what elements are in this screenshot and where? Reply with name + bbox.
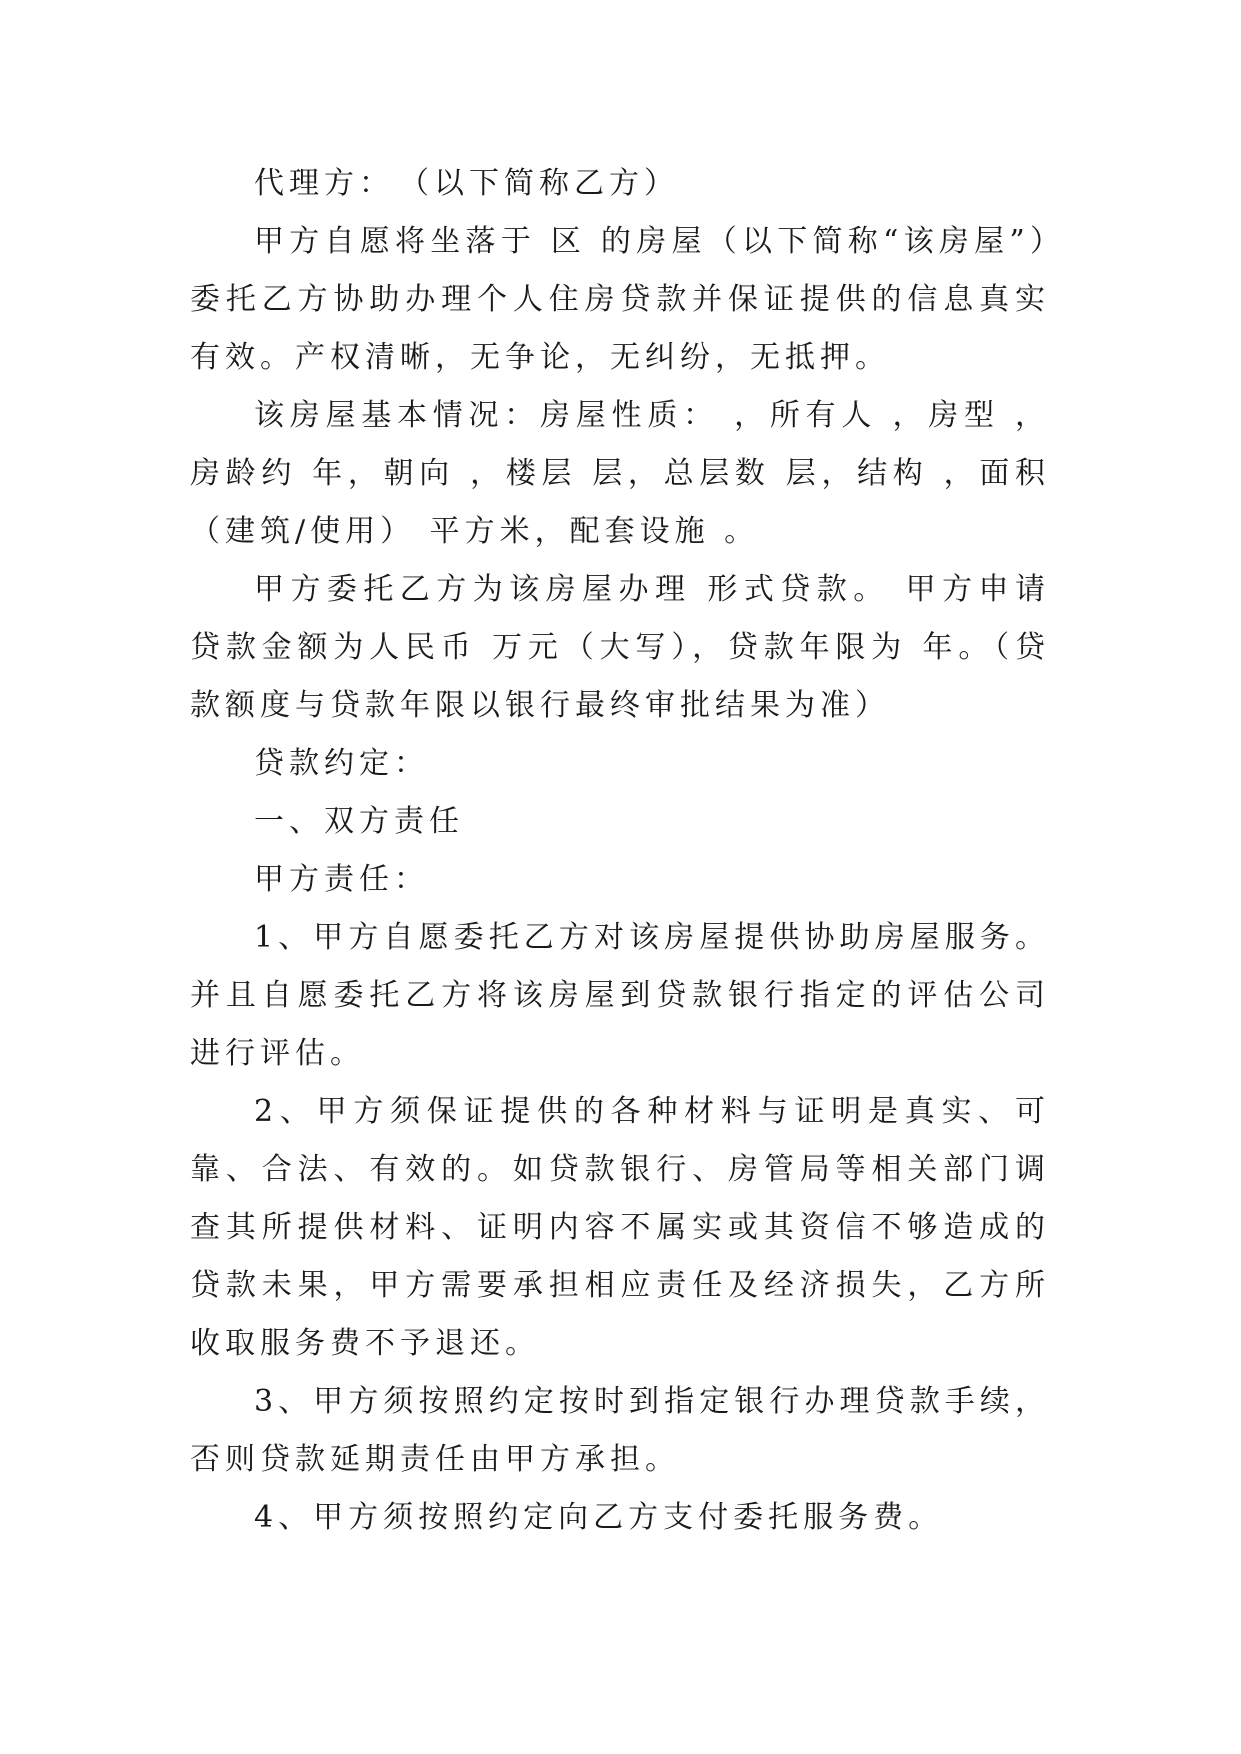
- clause-4: 4、甲方须按照约定向乙方支付委托服务费。: [254, 1500, 944, 1535]
- clause-2: 2、甲方须保证提供的各种材料与证明是真实、可靠、合法、有效的。如贷款银行、房管局等相关部门调查其所提供材料、证明内容不属实或其资信不够造成的贷款未果，甲方需要承担相应责任及经济损失，乙方所收取服务费不予退还。: [190, 1094, 1050, 1361]
- property-entrustment-paragraph: 甲方自愿将坐落于 区 的房屋（以下简称“该房屋”）委托乙方协助办理个人住房贷款并保证提供的信息真实有效。产权清晰，无争论，无纠纷，无抵押。: [190, 224, 1050, 375]
- loan-agreement-heading: 贷款约定：: [254, 746, 429, 781]
- party-a-responsibilities-heading: 甲方责任：: [254, 862, 429, 897]
- section-heading-mutual-responsibilities: 一、双方责任: [254, 804, 464, 839]
- clause-3: 3、甲方须按照约定按时到指定银行办理贷款手续，否则贷款延期责任由甲方承担。: [190, 1384, 1050, 1477]
- property-basic-info-paragraph: 该房屋基本情况：房屋性质： ，所有人 ，房型 ，房龄约 年，朝向 ，楼层 层，总层数 层，结构 ，面积（建筑/使用） 平方米，配套设施 。: [190, 398, 1050, 549]
- agent-party-line: 代理方： （以下简称乙方）: [254, 166, 679, 201]
- document-body: [190, 155, 1050, 1547]
- loan-application-paragraph: 甲方委托乙方为该房屋办理 形式贷款。 甲方申请贷款金额为人民币 万元（大写），贷款年限为 年。（贷款额度与贷款年限以银行最终审批结果为准）: [190, 572, 1050, 723]
- clause-1: 1、甲方自愿委托乙方对该房屋提供协助房屋服务。并且自愿委托乙方将该房屋到贷款银行指定的评估公司进行评估。: [190, 920, 1050, 1071]
